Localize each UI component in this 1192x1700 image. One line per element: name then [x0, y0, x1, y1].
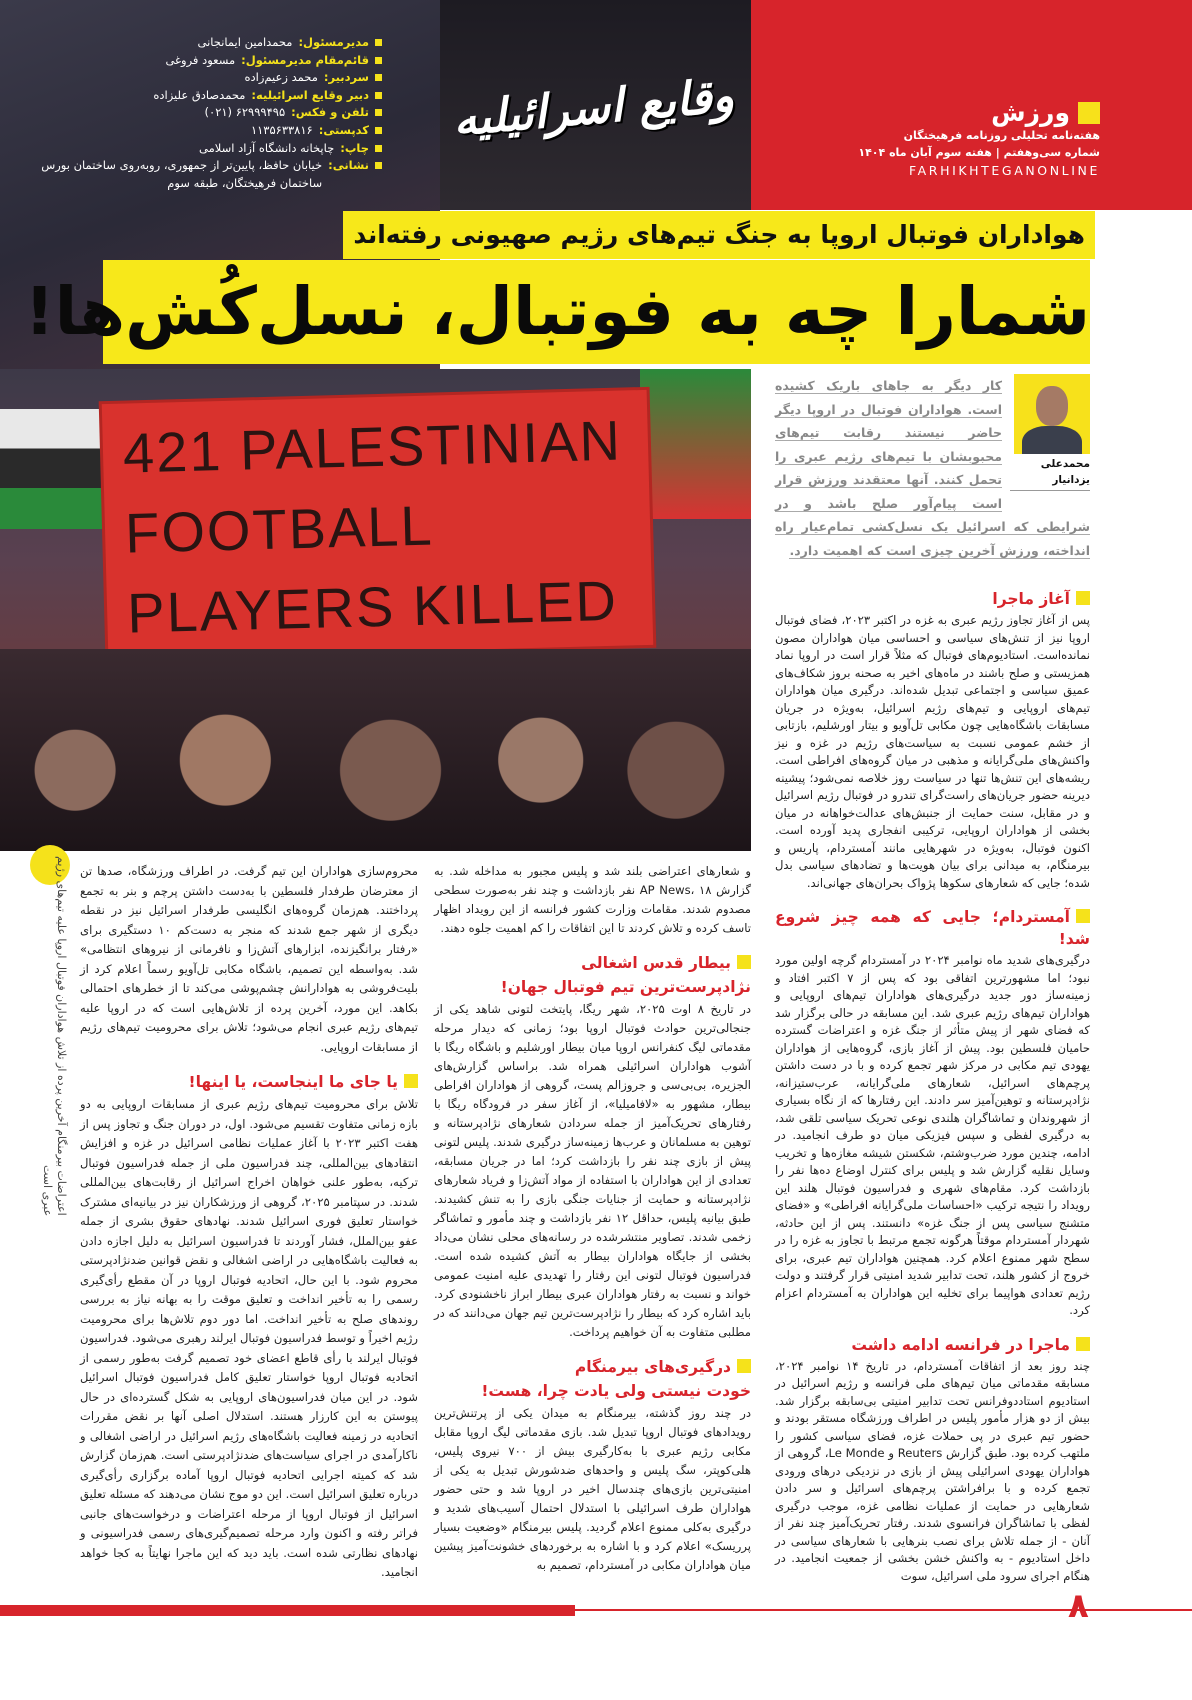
masthead-value: ۶۲۹۹۹۴۹۵ (۰۲۱)	[204, 105, 286, 120]
article-column-middle	[434, 862, 751, 1585]
masthead-credits	[2, 34, 382, 192]
masthead-key: تلفن و فکس:	[291, 105, 369, 120]
masthead-value: خیابان حافظ، پایین‌تر از جمهوری، روبه‌روی ساختمان بورس ساختمان فرهیختگان، طبقه سوم	[41, 158, 323, 190]
masthead-key: دبیر وقایع اسرائیلیه:	[251, 87, 369, 102]
yellow-square-icon	[1076, 591, 1090, 605]
subheadline: هواداران فوتبال اروپا به جنگ تیم‌های رژیم صهیونی رفته‌اند	[343, 211, 1095, 259]
masthead-value: ۱۱۳۵۶۳۳۸۱۶	[250, 122, 313, 137]
bullet-icon	[375, 109, 382, 116]
article-paragraph: و شعارهای اعتراضی بلند شد و پلیس مجبور به مداخله شد. به گزارش AP News، ۱۸ نفر بازداشت و چند نفر به‌صورت سطحی مصدوم شدند. مقامات وزارت کشور فرانسه از این رویداد اظهار تاسف کرده و تلاش کردند تا این اتفاقات را کم اهمیت جلوه دهند.	[434, 864, 751, 935]
lead-box	[775, 374, 1090, 562]
photo-caption: اعتراضات بیرمنگام آخرین پرده از تلاش هواداران فوتبال اروپا علیه تیم‌های رژیم عبری است	[41, 856, 68, 1216]
section-heading: ماجرا در فرانسه ادامه داشت	[775, 1334, 1090, 1356]
masthead-row	[2, 157, 382, 192]
masthead-value: محمد زعیم‌زاده	[244, 70, 318, 85]
flag-decoration	[0, 409, 110, 529]
section-title: ورزش	[858, 98, 1100, 127]
section-subheading: نژادپرست‌ترین تیم فوتبال جهان!	[500, 978, 751, 996]
section-heading: درگیری‌های بیرمنگام	[434, 1356, 751, 1378]
masthead-row	[2, 52, 382, 70]
article-paragraph: درگیری‌های شدید ماه نوامبر ۲۰۲۴ در آمستردام گرچه اولین مورد نبود؛ اما مشهورترین اتفاقی بود که پس از ۷ اکتبر افتاد و زمینه‌ساز دور جدید درگیری‌های هواداران تیم‌های اروپایی و هواداران تیم‌های رژیم عبری شد. این مسابقه در حالی برگزار شد که فضای شهر از پیش متأثر از جنگ غزه و اعتراضات گسترده حامیان فلسطین بود. پیش از آغاز بازی، گروه‌هایی از هواداران یهودی تیم مکابی در مرکز شهر تجمع کرده و با در دست داشتن پرچم‌های اسرائیل، شعارهای ملی‌گرایانه، عرب‌ستیزانه، نژادپرستانه و توهین‌آمیز سر دادند. این رفتارها که از نگاه بسیاری از شهروندان و تماشاگران هلندی نوعی تحریک سیاسی تلقی شد، به درگیری لفظی و سپس فیزیکی میان دو طرف انجامید. در ادامه، چندین مورد ضرب‌وشتم، شکستن شیشه مغازه‌ها و تخریب وسایل نقلیه گزارش شد و پلیس برای کنترل اوضاع ده‌ها نفر را بازداشت کرد. مقام‌های شهری و فدراسیون فوتبال هلند این رویداد را نتیجه ترکیب «احساسات ملی‌گرایانه افراطی» و «فضای متشنج سیاسی پس از جنگ غزه» دانستند. پس از این حادثه، شهردار آمستردام موقتاً هرگونه تجمع مرتبط با تجاوز به غزه را در سطح شهر ممنوع اعلام کرد. همچنین هواداران تیم عبری، برای خروج از کشور هلند، تحت تدابیر شدید امنیتی قرار گرفتند و دولت رژیم تعدادی هواپیما برای تخلیه این هواداران به آمستردام اعزام کرد.	[775, 953, 1090, 1317]
lead-paragraph: کار دیگر به جاهای باریک کشیده است. هواداران فوتبال در اروپا دیگر حاضر نیستند رقابت تیم‌های محبوبشان با تیم‌های رژیم عبری را تحمل کنند. آنها معتقدند ورزش قرار است پیام‌آور صلح باشد و در شرایطی که اسرائیل یک نسل‌کشی تمام‌عیار راه انداخته، ورزش آخرین چیزی است که اهمیت دارد.	[775, 378, 1090, 558]
masthead-row	[2, 87, 382, 105]
website-label: FARHIKHTEGANONLINE	[909, 163, 1100, 178]
masthead-key: سردبیر:	[323, 70, 369, 85]
author-avatar	[1014, 374, 1090, 454]
masthead-value: مسعود فروغی	[165, 52, 236, 67]
footer-bar	[0, 1605, 575, 1616]
main-photo	[0, 369, 751, 851]
masthead-row	[2, 69, 382, 87]
section-heading: بیطار قدس اشغالی	[434, 952, 751, 974]
article-paragraph: در تاریخ ۸ اوت ۲۰۲۵، شهر ریگا، پایتخت لتونی شاهد یکی از جنجالی‌ترین حوادث فوتبال اروپا بود؛ زمانی که دیدار مرحله مقدماتی لیگ کنفرانس اروپا میان بیطار اورشلیم و باشگاه ریگا با آشوب هواداران اسرائیلی همراه شد. براساس گزارش‌های الجزیره، بی‌بی‌سی و جروزالم پست، گروهی از هواداران افراطی بیطار، مشهور به «لافامیلیا»، از آغاز سفر در فرودگاه ریگا با رفتارهای تحریک‌آمیز از جمله سردادن شعارهای نژادپرستانه و توهین به مسلمانان و عرب‌ها زمینه‌ساز درگیری شدند. پلیس لتونی پیش از بازی چند نفر را بازداشت کرد؛ اما در جریان مسابقه، تعدادی از این هواداران با استفاده از مواد آتش‌زا و فریاد شعارهای نژادپرستانه و حمایت از جنایات جنگی بازی را به تنش کشیدند. طبق بیانیه پلیس، حداقل ۱۲ نفر بازداشت و چند مأمور و تماشاگر زخمی شدند. تصاویر منتشرشده در رسانه‌های محلی نشان می‌داد بخشی از جایگاه هواداران بیطار به آتش کشیده شده است. فدراسیون فوتبال لتونی این رفتار را تهدیدی علیه امنیت عمومی خواند و نسبت به رفتار هواداران عبری بیطار ابراز ناخشنودی کرد. باید اشاره کرد که بیطار را نژادپرست‌ترین تیم جهان می‌دانند که در مطلبی متفاوت به آن خواهیم پرداخت.	[434, 1002, 752, 1339]
protest-sign: 421 PALESTINIAN FOOTBALL PLAYERS KILLED	[102, 390, 653, 659]
section-heading: آغاز ماجرا	[775, 588, 1090, 610]
publication-logo: وقایع اسرائیلیه	[450, 67, 736, 147]
masthead-value: چاپخانه دانشگاه آزاد اسلامی	[199, 140, 335, 155]
yellow-square-icon	[1076, 1337, 1090, 1351]
article-paragraph: در چند روز گذشته، بیرمنگام به میدان یکی از پرتنش‌ترین رویدادهای فوتبال اروپا تبدیل شد. بازی مقدماتی لیگ اروپا مقابل مکابی رژیم عبری با به‌کارگیری بیش از ۷۰۰ نیروی پلیس، هلی‌کوپتر، سگ پلیس و واحدهای ضدشورش تبدیل به یکی از امنیتی‌ترین بازی‌های چندسال اخیر در اروپا شد و حتی حضور هواداران طرف اسرائیلی با استدلال احتمال آسیب‌های شدید و درگیری به‌کلی ممنوع اعلام گردید. پلیس بیرمنگام «وضعیت بسیار پرریسک» اعلام کرد و با اشاره به برخوردهای خشونت‌آمیز پیشین میان هواداران مکابی در آمستردام، تصمیم به	[434, 1406, 751, 1572]
masthead-key: قائم‌مقام مدیرمسئول:	[241, 52, 369, 67]
yellow-square-icon	[404, 1074, 418, 1088]
yellow-square-icon	[1078, 102, 1100, 124]
masthead-key: مدیرمسئول:	[298, 35, 369, 49]
publication-line: هفته‌نامه تحلیلی روزنامه فرهیختگان	[903, 129, 1100, 142]
section-heading: یا جای ما اینجاست، یا اینها!	[80, 1071, 418, 1093]
bullet-icon	[375, 145, 382, 152]
article-paragraph: پس از آغاز تجاوز رژیم عبری به غزه در اکتبر ۲۰۲۳، فضای فوتبال اروپا نیز از تنش‌های سیاسی و احساسی میان هواداران مصون نمانده‌است. استادیوم‌های فوتبال که مثلاً قرار است در اروپا نماد همزیستی و صلح باشند در ماه‌های اخیر به صحنه بروز شکاف‌های عمیق سیاسی و اجتماعی تبدیل شده‌اند. درگیری میان هواداران تیم‌های اروپایی و تیم‌های رژیم اسرائیل، به‌ویژه در جریان مسابقات باشگاه‌هایی چون مکابی تل‌آویو و بیتار اورشلیم، بازتابی از خشم عمومی نسبت به سیاست‌های رژیم در غزه و نیز واکنش‌های ملی‌گرایانه و مذهبی در میان گروه‌های افراطی است. ریشه‌های این تنش‌ها تنها در سیاست روز خلاصه نمی‌شود؛ پیشینه دیرینه حضور جریان‌های راست‌گرای تندرو در فوتبال رژیم اسرائیل و در مقابل، سنت حمایت از جنبش‌های عدالت‌خواهانه در میان بخشی از هواداران اروپایی، ترکیبی انفجاری پدید آورده است. اکنون فوتبال، به‌ویژه در شهرهایی مانند آمستردام، پاریس و بیرمنگام، به میدانی برای بیان هویت‌ها و تضادهای سیاسی بدل شده؛ جایی که شعارهای سکوها پژواک بحران‌های جهانی‌اند.	[775, 613, 1091, 890]
masthead-key: کدپستی:	[318, 122, 369, 137]
masthead-row	[2, 104, 382, 122]
article-paragraph: چند روز بعد از اتفاقات آمستردام، در تاریخ ۱۴ نوامبر ۲۰۲۴، مسابقه مقدماتی میان تیم‌های ملی فرانسه و رژیم اسرائیل در استادیوم استاددوفرانس تحت تدابیر امنیتی بی‌سابقه برگزار شد. بیش از دو هزار مأمور پلیس در اطراف ورزشگاه مستقر بودند و حضور تیم عبری در پی حملات غزه، فضای سیاسی کشور را ملتهب کرده بود. طبق گزارش Reuters و Le Monde، گروهی از هواداران یهودی اسرائیلی پیش از بازی در نزدیکی درهای ورودی تجمع کرده و با برافراشتن پرچم‌های اسرائیل و سر دادن شعارهایی در حمایت از عملیات نظامی غزه، موجب درگیری لفظی با تماشاگران فرانسوی شدند. رفتار تحریک‌آمیز چند نفر از آنان - از جمله تلاش برای نصب بنرهایی با شعارهای سیاسی در داخل استادیوم - به واکنش خشن بخشی از جمعیت انجامید. در هنگام اجرای سرود ملی اسرائیل، سوت	[775, 1358, 1090, 1583]
bullet-icon	[375, 127, 382, 134]
article-column-right	[775, 574, 1090, 1595]
section-subheading: خودت نیستی ولی یادت چرا، هست!	[481, 1382, 751, 1400]
page-number: ۸	[1068, 1586, 1089, 1626]
article-paragraph: تلاش برای محرومیت تیم‌های رژیم عبری از مسابقات اروپایی به دو بازه زمانی متفاوت تقسیم می‌شود. اول، در دوران جنگ و تجاوز پس از هفت اکتبر ۲۰۲۳ با آغاز عملیات نظامی اسرائیل در غزه و افزایش انتقادهای بین‌المللی، چند فدراسیون ملی از جمله فدراسیون فوتبال ترکیه، به‌طور علنی خواهان اخراج اسرائیل از رقابت‌های بین‌المللی شدند. در سپتامبر ۲۰۲۵، گروهی از ورزشکاران نیز در بیانیه‌ای مشترک خواستار تعلیق فوری اسرائیل شدند. نهادهای حقوق بشری از جمله عفو بین‌الملل، فشار آوردند تا فدراسیون اسرائیل به دلیل اجازه دادن به فعالیت باشگاه‌هایی در اراضی اشغالی و نقض قوانین ضدنژادپرستی محروم شود. با این حال، اتحادیه فوتبال اروپا در آن مقطع رأی‌گیری رسمی را به تأخیر انداخت و تعلیق موقت را به بهانه نیاز به بررسی روندهای صلح به تأخیر انداخت. اما دور دوم تلاش‌ها برای محرومیت رژیم اخیراً و توسط فدراسیون فوتبال ایرلند رهبری می‌شود. فدراسیون فوتبال ایرلند با رأی قاطع اعضای خود تصمیم گرفت به‌طور رسمی از اتحادیه فوتبال اروپا خواستار تعلیق کامل فدراسیون فوتبال اسرائیل شود. در این میان فدراسیون‌های اروپایی به شکل گسترده‌ای در حال پیوستن به این کارزار هستند. استدلال اصلی آنها بر نقض مقررات اتحادیه در زمینه فعالیت باشگاه‌های رژیم اسرائیل در اراضی اشغالی و ناکارآمدی در اجرای سیاست‌های ضدنژادپرستی است. هم‌زمان گزارش شد که کمیته اجرایی اتحادیه فوتبال اروپا آماده برگزاری رأی‌گیری درباره تعلیق اسرائیل است. این دو موج نشان می‌دهند که مسئله تعلیق اسرائیل از فوتبال اروپا از مرحله اعتراضات و درخواست‌های جانبی فراتر رفته و اکنون وارد مرحله تصمیم‌گیری‌های رسمی فدراسیونی و نهادهای نظارتی شده است. باید دید که این ماجرا نهایتاً به کجا خواهد انجامید.	[80, 1097, 419, 1579]
masthead-key: چاپ:	[340, 140, 369, 155]
issue-line: شماره سی‌وهفتم | هفته سوم آبان ماه ۱۴۰۴	[858, 146, 1100, 159]
bullet-icon	[375, 74, 382, 81]
masthead-value: محمدامین ایمانجانی	[197, 35, 293, 49]
masthead-value: محمدصادق علیزاده	[153, 87, 246, 102]
masthead-row	[2, 34, 382, 52]
masthead-row	[2, 122, 382, 140]
bullet-icon	[375, 162, 382, 169]
yellow-square-icon	[737, 955, 751, 969]
bullet-icon	[375, 39, 382, 46]
crowd	[0, 649, 751, 851]
bullet-icon	[375, 57, 382, 64]
bullet-icon	[375, 92, 382, 99]
yellow-square-icon	[1076, 909, 1090, 923]
author-name: محمدعلی یزدانیار	[1010, 454, 1090, 491]
author-block	[1010, 374, 1090, 491]
yellow-square-icon	[737, 1359, 751, 1373]
section-info	[858, 98, 1100, 178]
section-heading: آمستردام؛ جایی که همه چیز شروع شد!	[775, 908, 1090, 948]
masthead-row	[2, 140, 382, 158]
article-paragraph: محروم‌سازی هواداران این تیم گرفت. در اطراف ورزشگاه، صدها تن از معترضان طرفدار فلسطین با به‌دست داشتن پرچم و بنر به تجمع پرداختند. هم‌زمان گروه‌های انگلیسی طرفدار اسرائیل نیز در نقطه دیگری از شهر جمع شدند که منجر به دست‌کم ۱۰ دستگیری برای «رفتار برانگیزنده، ابزارهای آتش‌زا و نافرمانی از نیروهای انتظامی» شد. به‌واسطه این تصمیم، باشگاه مکابی تل‌آویو رسماً اعلام کرد از بلیت‌فروشی به هوادارانش چشم‌پوشی می‌کند تا از خطرهای احتمالی بکاهد. این مورد، آخرین پرده از تلاش‌هایی است که در اروپا علیه تیم‌های رژیم عبری انجام می‌شود؛ تلاش برای محرومیت تیم‌های رژیم از مسابقات اروپایی.	[80, 864, 419, 1054]
article-column-left	[80, 862, 418, 1593]
masthead-key: نشانی:	[328, 158, 369, 173]
flag-decoration	[640, 369, 751, 519]
headline: شمارا چه به فوتبال، نسل‌کُش‌ها!	[103, 260, 1090, 364]
